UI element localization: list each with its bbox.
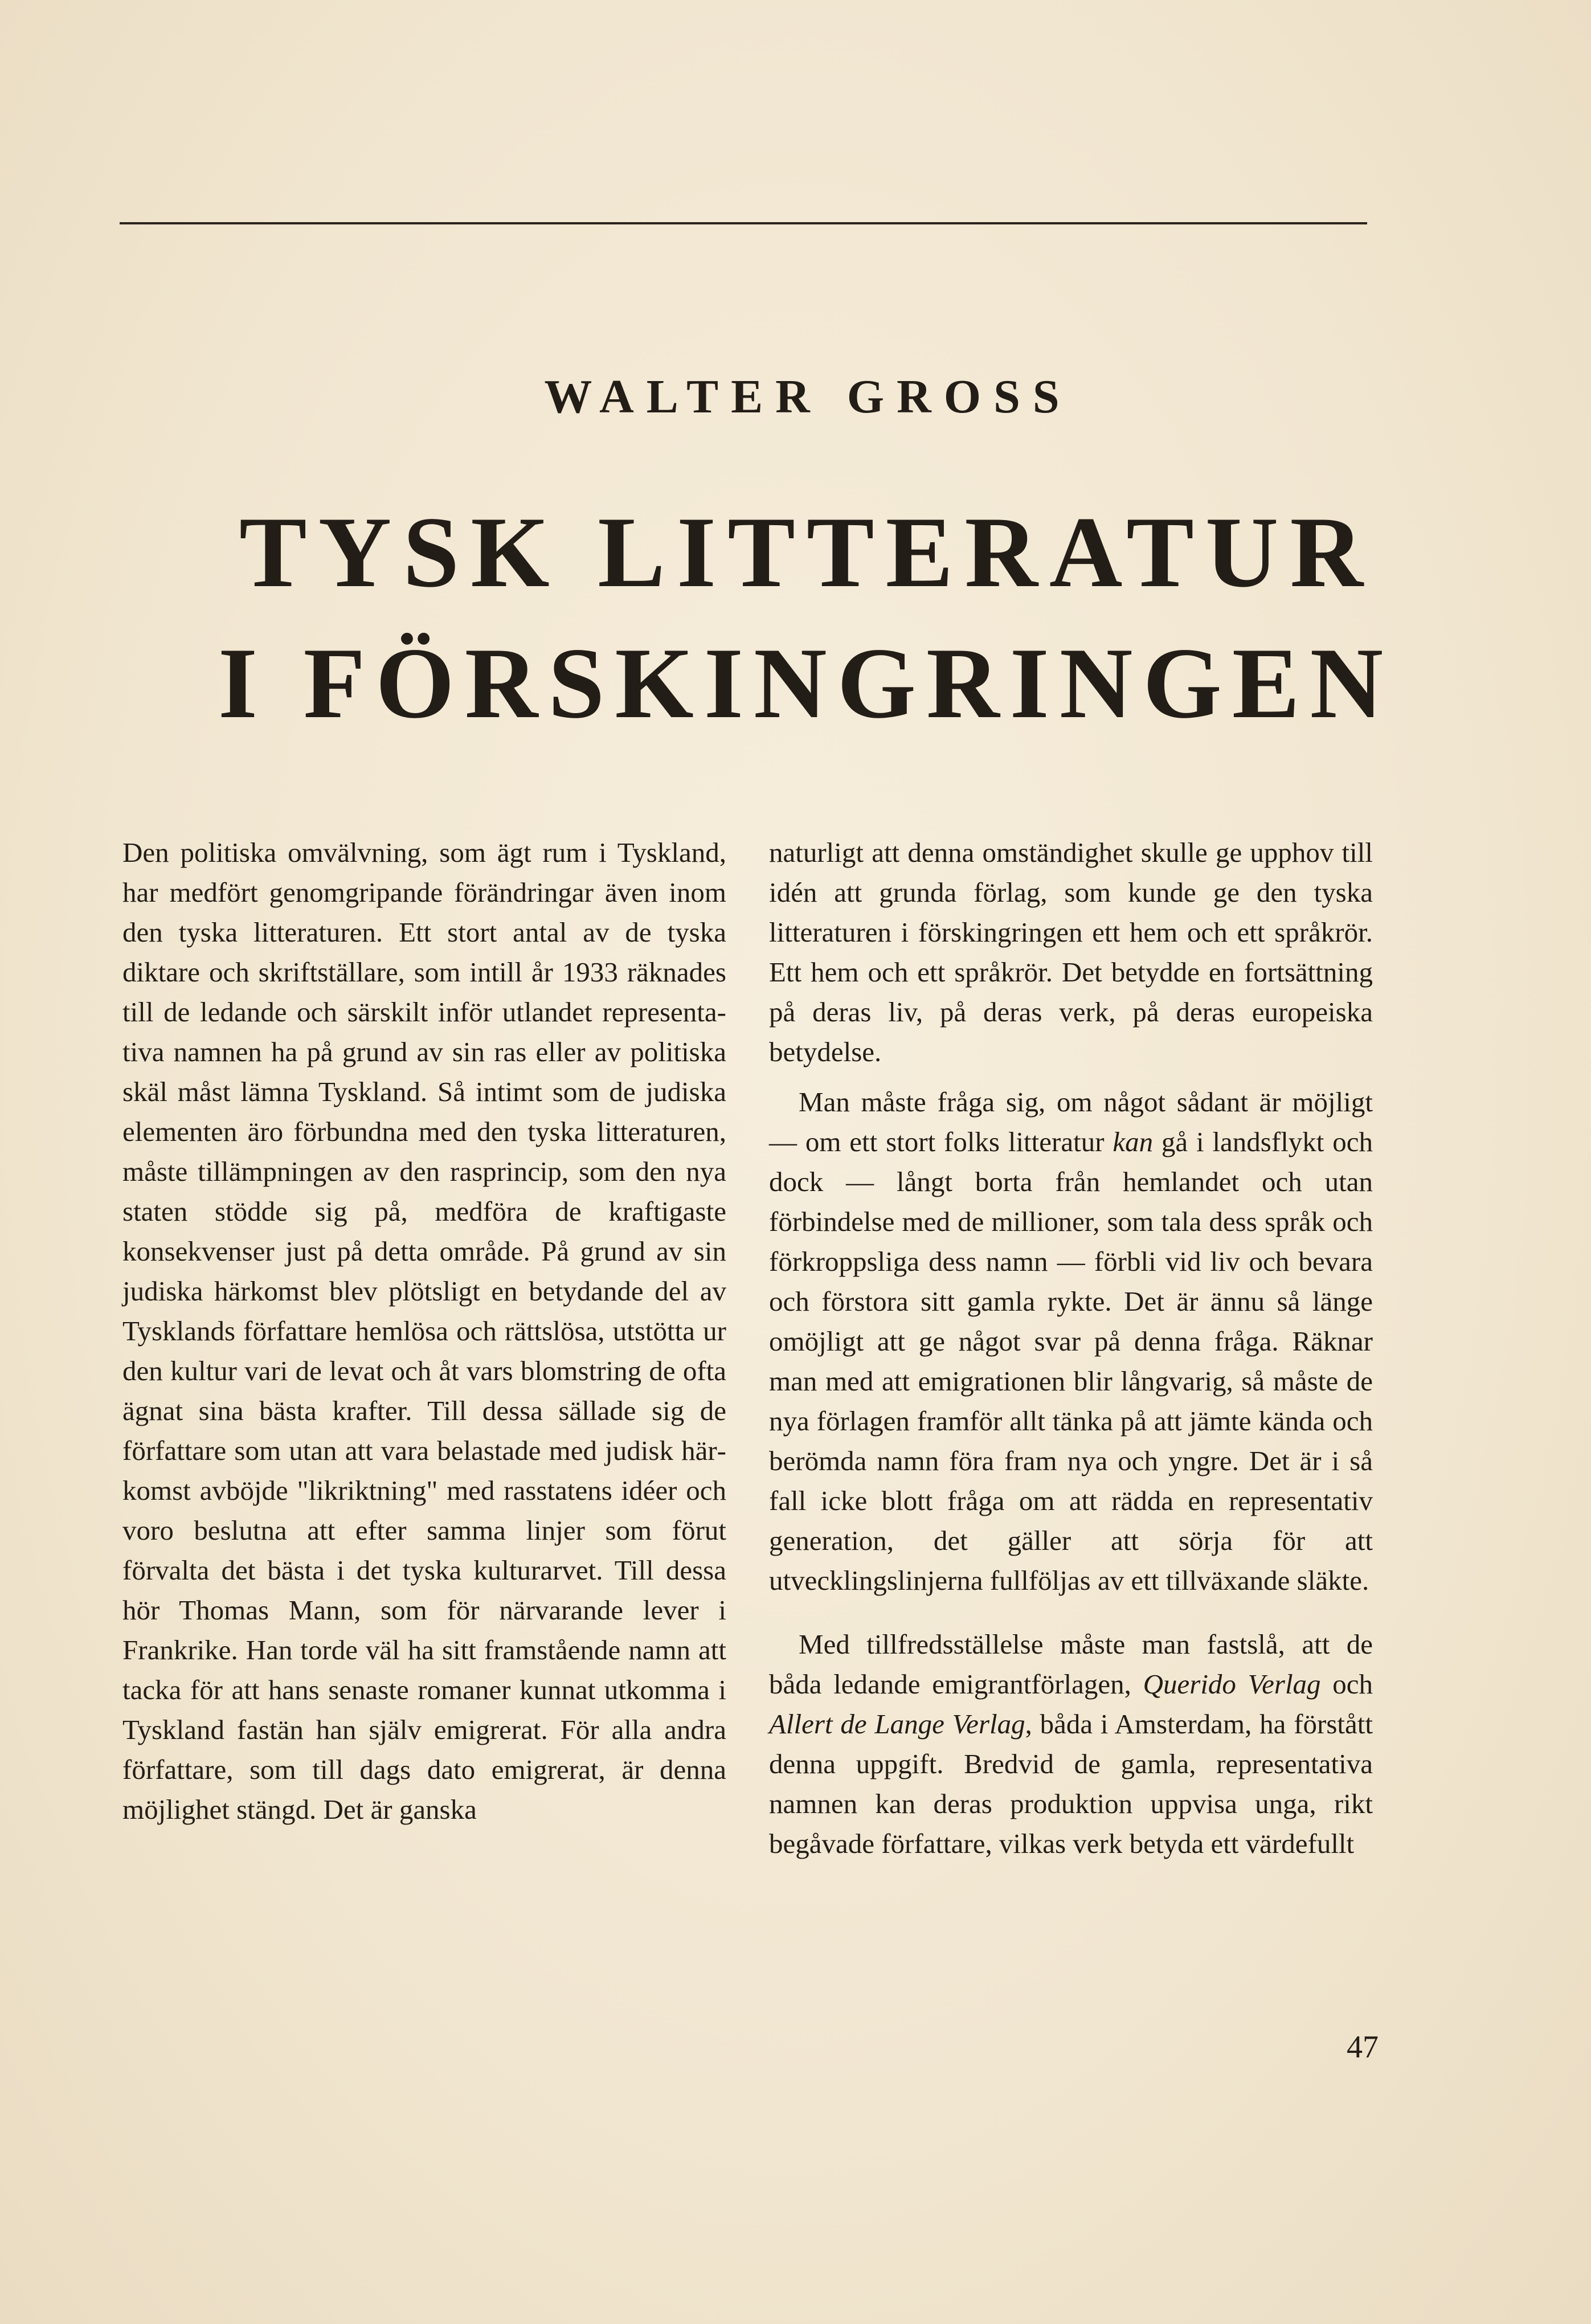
right-paragraph-2 (769, 1082, 1373, 1601)
right-paragraph-2-text-a: Man måste fråga sig, om något sådant är möjligt — om ett stort folks litteratur (769, 1086, 1373, 1157)
right-paragraph-1: naturligt att denna omständighet skulle ge upphov till idén att grunda förlag, som kunde ge den tyska litteraturen i förskingringen ett hem och ett språkrör. Ett hem och ett språkrör. Det betydde en fortsättning på deras liv, på deras verk, på deras europeiska betydelse. (769, 837, 1373, 1067)
right-paragraph-2-text-b: gå i landsflykt och dock — långt borta från hemlandet och utan förbindelse med de millioner, som tala dess språk och förkroppsliga dess namn — förbli vid liv och bevara och förstora sitt gamla rykte. Det är ännu så länge omöjligt att ge något svar på denna fråga. Räknar man med att emigrationen blir långvarig, så måste de nya förlagen framför allt tänka på att jämte kända och berömda namn föra fram nya och yngre. Det är i så fall icke blott fråga om att rädda en representativ generation, det gäller att sörja för att utvecklingslinjerna fullföljas av ett tillväxande släkte. (769, 1126, 1373, 1596)
publisher-querido: Querido Verlag (1143, 1668, 1321, 1700)
publisher-allert-de-lange: Allert de Lange Verlag (769, 1708, 1025, 1740)
right-column (769, 833, 1373, 1864)
right-paragraph-2-emphasis: kan (1113, 1126, 1154, 1157)
page-number: 47 (1347, 2030, 1379, 2065)
right-paragraph-3 (769, 1625, 1373, 1864)
right-paragraph-3-text-b: och (1320, 1668, 1373, 1700)
right-paragraph-3-text-c: , båda i Amsterdam, ha förstått denna uppgift. Bredvid de gamla, representativa namnen kan deras produktion uppvisa unga, rikt begåvade författare, vilkas verk betyda ett värdefullt (769, 1708, 1373, 1859)
author-name: WALTER GROSS (544, 370, 1072, 423)
left-column (122, 833, 726, 1830)
header-rule (120, 222, 1367, 224)
right-paragraph-3-text-a: Med tillfredsställelse måste man fastslå, att de båda ledande emigrantförlagen, (769, 1629, 1373, 1700)
title-line-2: I FÖRSKINGRINGEN (218, 627, 1394, 739)
left-paragraph-1: Den politiska omvälvning, som ägt rum i Tyskland, har medfört genomgripande förändringar även inom den tyska litteraturen. Ett stort antal av de tyska diktare och skriftställare, som intill år 1933 räknades till de ledande och särskilt inför utlandet representativa namnen ha på grund av sin ras eller av politiska skäl måst lämna Tyskland. Så intimt som de judiska elementen äro förbundna med den tyska litteraturen, måste tillämpningen av den rasprincip, som den nya staten stödde sig på, medföra de kraftigaste konsekvenser just på detta område. På grund av sin judiska härkomst blev plötsligt en betydande del av Tysklands författare hemlösa och rättslösa, utstötta ur den kultur vari de levat och åt vars blomstring de ofta ägnat sina bästa krafter. Till dessa sällade sig de författare som utan att vara belastade med judisk härkomst avböjde "likriktning" med rasstatens idéer och voro beslutna att efter samma linjer som förut förvalta det bästa i det tyska kulturarvet. Till dessa hör Thomas Mann, som för närvarande lever i Frankrike. Han torde väl ha sitt framstående namn att tacka för att hans senaste romaner kunnat utkomma i Tyskland fastän han själv emigrerat. För alla andra författare, som till dags dato emigrerat, är denna möjlighet stängd. Det är ganska (122, 837, 726, 1825)
title-line-1: TYSK LITTERATUR (239, 496, 1375, 608)
